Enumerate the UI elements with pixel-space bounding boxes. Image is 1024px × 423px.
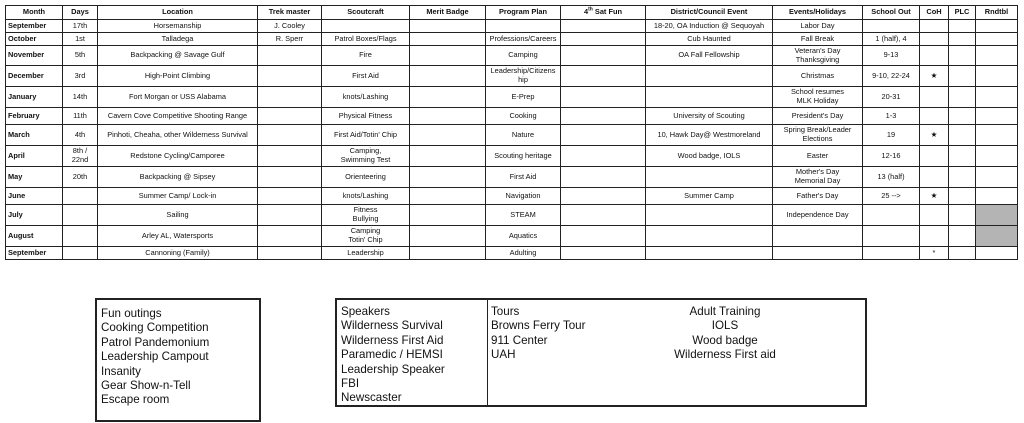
cell-trek xyxy=(258,226,322,247)
cell-days: 1st xyxy=(63,33,98,46)
cell-program: Camping xyxy=(486,46,561,66)
cell-district: 10, Hawk Day@ Westmoreland xyxy=(646,125,773,146)
cell-days xyxy=(63,247,98,260)
header-row xyxy=(6,6,1018,20)
cell-district xyxy=(646,87,773,108)
cell-district xyxy=(646,247,773,260)
schedule-table xyxy=(5,5,1018,260)
col-header-month: Month xyxy=(6,6,63,20)
col-header-district-event: District/Council Event xyxy=(646,6,773,20)
cell-coh: ★ xyxy=(920,66,949,87)
cell-days: 3rd xyxy=(63,66,98,87)
table-row xyxy=(6,188,1018,205)
cell-sat xyxy=(561,87,646,108)
cell-scout: Camping Totin' Chip xyxy=(322,226,410,247)
cell-district: Wood badge, IOLS xyxy=(646,146,773,167)
cell-events: Christmas xyxy=(773,66,863,87)
cell-events: Father's Day xyxy=(773,188,863,205)
tour-item: Browns Ferry Tour xyxy=(491,319,586,333)
cell-month: February xyxy=(6,108,63,125)
tour-item: UAH xyxy=(491,348,516,362)
cell-coh: ★ xyxy=(920,125,949,146)
cell-school: 9-13 xyxy=(863,46,920,66)
adult-training-item: Wilderness First aid xyxy=(674,348,776,362)
speaker-item: FBI xyxy=(341,377,360,391)
cell-plc xyxy=(949,167,976,188)
cell-rnd xyxy=(976,20,1018,33)
cell-school xyxy=(863,247,920,260)
cell-sat xyxy=(561,247,646,260)
cell-plc xyxy=(949,33,976,46)
cell-trek xyxy=(258,146,322,167)
cell-month: June xyxy=(6,188,63,205)
cell-coh xyxy=(920,226,949,247)
cell-location: Redstone Cycling/Camporee xyxy=(98,146,258,167)
cell-merit xyxy=(410,226,486,247)
cell-days: 17th xyxy=(63,20,98,33)
cell-merit xyxy=(410,87,486,108)
table-row xyxy=(6,125,1018,146)
cell-scout: First Aid xyxy=(322,66,410,87)
cell-rnd xyxy=(976,205,1018,226)
cell-sat xyxy=(561,167,646,188)
fun-outings-box xyxy=(95,298,261,422)
cell-events: Independence Day xyxy=(773,205,863,226)
cell-coh: ★ xyxy=(920,188,949,205)
cell-coh: * xyxy=(920,247,949,260)
table-row xyxy=(6,247,1018,260)
cell-month: August xyxy=(6,226,63,247)
cell-merit xyxy=(410,247,486,260)
cell-merit xyxy=(410,108,486,125)
col-header-coh: CoH xyxy=(920,6,949,20)
cell-plc xyxy=(949,247,976,260)
cell-merit xyxy=(410,188,486,205)
adult-training-item: IOLS xyxy=(711,319,739,333)
cell-sat xyxy=(561,188,646,205)
cell-trek xyxy=(258,87,322,108)
cell-district: Cub Haunted xyxy=(646,33,773,46)
speaker-item: Speakers xyxy=(341,305,390,318)
cell-events xyxy=(773,247,863,260)
cell-district xyxy=(646,66,773,87)
cell-scout: Leadership xyxy=(322,247,410,260)
cell-district: University of Scouting xyxy=(646,108,773,125)
table-row xyxy=(6,33,1018,46)
cell-events: Fall Break xyxy=(773,33,863,46)
cell-trek: R. Sperr xyxy=(258,33,322,46)
cell-school: 12-16 xyxy=(863,146,920,167)
cell-coh xyxy=(920,87,949,108)
cell-school: 25 --> xyxy=(863,188,920,205)
cell-days xyxy=(63,188,98,205)
cell-rnd xyxy=(976,125,1018,146)
cell-location: Horsemanship xyxy=(98,20,258,33)
cell-month: November xyxy=(6,46,63,66)
cell-rnd xyxy=(976,188,1018,205)
cell-school: 13 (half) xyxy=(863,167,920,188)
cell-trek xyxy=(258,46,322,66)
cell-month: January xyxy=(6,87,63,108)
cell-sat xyxy=(561,226,646,247)
cell-trek xyxy=(258,188,322,205)
cell-sat xyxy=(561,146,646,167)
cell-month: December xyxy=(6,66,63,87)
table-row xyxy=(6,167,1018,188)
cell-events: President's Day xyxy=(773,108,863,125)
cell-coh xyxy=(920,33,949,46)
col-header-trek-master: Trek master xyxy=(258,6,322,20)
cell-sat xyxy=(561,205,646,226)
cell-plc xyxy=(949,46,976,66)
adult-training-list xyxy=(665,305,785,363)
cell-rnd xyxy=(976,87,1018,108)
cell-program: Professions/Careers xyxy=(486,33,561,46)
cell-plc xyxy=(949,87,976,108)
speaker-item: Paramedic / HEMSI xyxy=(341,348,443,362)
adult-training-item: Wood badge xyxy=(692,333,758,347)
cell-scout: Camping, Swimming Test xyxy=(322,146,410,167)
cell-location: Cavern Cove Competitive Shooting Range xyxy=(98,108,258,125)
cell-trek xyxy=(258,66,322,87)
cell-scout: First Aid/Totin' Chip xyxy=(322,125,410,146)
cell-location: Pinhoti, Cheaha, other Wilderness Survival xyxy=(98,125,258,146)
cell-trek xyxy=(258,205,322,226)
cell-month: September xyxy=(6,20,63,33)
fun-outing-item: Leadership Campout xyxy=(101,350,209,364)
cell-program: E-Prep xyxy=(486,87,561,108)
cell-program: STEAM xyxy=(486,205,561,226)
cell-location: Talladega xyxy=(98,33,258,46)
speaker-item: Leadership Speaker xyxy=(341,362,445,376)
cell-program: Leadership/Citizens hip xyxy=(486,66,561,87)
cell-rnd xyxy=(976,46,1018,66)
cell-days: 14th xyxy=(63,87,98,108)
cell-district xyxy=(646,205,773,226)
cell-scout: Fire xyxy=(322,46,410,66)
fun-outing-item: Gear Show-n-Tell xyxy=(101,379,191,393)
table-row xyxy=(6,226,1018,247)
cell-school xyxy=(863,226,920,247)
cell-location: Backpacking @ Savage Gulf xyxy=(98,46,258,66)
cell-days: 5th xyxy=(63,46,98,66)
cell-plc xyxy=(949,188,976,205)
cell-sat xyxy=(561,33,646,46)
cell-scout: Physical Fitness xyxy=(322,108,410,125)
speaker-item: Wilderness Survival xyxy=(341,319,443,333)
cell-days xyxy=(63,226,98,247)
col-header-school-out: School Out xyxy=(863,6,920,20)
cell-sat xyxy=(561,20,646,33)
table-row xyxy=(6,146,1018,167)
cell-school: 9-10, 22-24 xyxy=(863,66,920,87)
table-row xyxy=(6,20,1018,33)
cell-plc xyxy=(949,226,976,247)
table-row xyxy=(6,46,1018,66)
cell-month: July xyxy=(6,205,63,226)
cell-merit xyxy=(410,167,486,188)
cell-school: 19 xyxy=(863,125,920,146)
cell-scout: Orienteering xyxy=(322,167,410,188)
speakers-tours-training-box xyxy=(335,298,867,407)
cell-events: Labor Day xyxy=(773,20,863,33)
col-header-rndtbl: Rndtbl xyxy=(976,6,1018,20)
col-header-days: Days xyxy=(63,6,98,20)
cell-program: Scouting heritage xyxy=(486,146,561,167)
tour-item: 911 Center xyxy=(491,333,548,347)
cell-school xyxy=(863,20,920,33)
col-header-merit-badge: Merit Badge xyxy=(410,6,486,20)
cell-scout: Fitness Bullying xyxy=(322,205,410,226)
cell-program: Nature xyxy=(486,125,561,146)
cell-location: Backpacking @ Sipsey xyxy=(98,167,258,188)
col-header-scoutcraft: Scoutcraft xyxy=(322,6,410,20)
cell-rnd xyxy=(976,33,1018,46)
cell-events: Easter xyxy=(773,146,863,167)
cell-district xyxy=(646,226,773,247)
cell-coh xyxy=(920,20,949,33)
cell-coh xyxy=(920,146,949,167)
cell-merit xyxy=(410,33,486,46)
speaker-item: Wilderness First Aid xyxy=(341,333,444,347)
cell-rnd xyxy=(976,247,1018,260)
cell-location: Sailing xyxy=(98,205,258,226)
cell-coh xyxy=(920,167,949,188)
cell-scout xyxy=(322,20,410,33)
cell-events: Spring Break/Leader Elections xyxy=(773,125,863,146)
cell-month: October xyxy=(6,33,63,46)
cell-scout: knots/Lashing xyxy=(322,87,410,108)
cell-sat xyxy=(561,108,646,125)
cell-scout: knots/Lashing xyxy=(322,188,410,205)
cell-merit xyxy=(410,46,486,66)
fun-outing-item: Cooking Competition xyxy=(101,321,209,335)
cell-days: 4th xyxy=(63,125,98,146)
cell-school: 1 (half), 4 xyxy=(863,33,920,46)
col-header-events-holidays: Events/Holidays xyxy=(773,6,863,20)
cell-scout: Patrol Boxes/Flags xyxy=(322,33,410,46)
cell-plc xyxy=(949,125,976,146)
speakers-list xyxy=(341,305,445,406)
tours-list xyxy=(487,300,637,405)
cell-location: Cannoning (Family) xyxy=(98,247,258,260)
table-row xyxy=(6,87,1018,108)
cell-days: 11th xyxy=(63,108,98,125)
table-row xyxy=(6,66,1018,87)
cell-program xyxy=(486,20,561,33)
cell-days: 8th / 22nd xyxy=(63,146,98,167)
cell-merit xyxy=(410,20,486,33)
cell-school xyxy=(863,205,920,226)
cell-merit xyxy=(410,66,486,87)
fun-outing-item: Fun outings xyxy=(101,307,162,320)
cell-sat xyxy=(561,46,646,66)
cell-school: 1-3 xyxy=(863,108,920,125)
cell-rnd xyxy=(976,167,1018,188)
cell-trek xyxy=(258,167,322,188)
fun-outing-item: Escape room xyxy=(101,393,170,407)
cell-coh xyxy=(920,108,949,125)
col-header-4th-sat-fun: 4th Sat Fun xyxy=(561,6,646,20)
cell-plc xyxy=(949,146,976,167)
cell-trek xyxy=(258,247,322,260)
table-row xyxy=(6,108,1018,125)
cell-events: School resumes MLK Holiday xyxy=(773,87,863,108)
speaker-item: Newscaster xyxy=(341,391,402,405)
table-row xyxy=(6,205,1018,226)
cell-location: High-Point Climbing xyxy=(98,66,258,87)
cell-trek xyxy=(258,125,322,146)
cell-events: Veteran's Day Thanksgiving xyxy=(773,46,863,66)
cell-rnd xyxy=(976,66,1018,87)
cell-events: Mother's Day Memorial Day xyxy=(773,167,863,188)
cell-district xyxy=(646,167,773,188)
cell-merit xyxy=(410,125,486,146)
cell-merit xyxy=(410,146,486,167)
cell-coh xyxy=(920,205,949,226)
cell-month: September xyxy=(6,247,63,260)
cell-sat xyxy=(561,125,646,146)
cell-events xyxy=(773,226,863,247)
cell-school: 20-31 xyxy=(863,87,920,108)
cell-month: March xyxy=(6,125,63,146)
cell-program: Navigation xyxy=(486,188,561,205)
cell-days: 20th xyxy=(63,167,98,188)
cell-sat xyxy=(561,66,646,87)
cell-plc xyxy=(949,205,976,226)
cell-days xyxy=(63,205,98,226)
cell-district: OA Fall Fellowship xyxy=(646,46,773,66)
cell-location: Summer Camp/ Lock-in xyxy=(98,188,258,205)
cell-rnd xyxy=(976,226,1018,247)
cell-program: First Aid xyxy=(486,167,561,188)
cell-rnd xyxy=(976,108,1018,125)
cell-district: Summer Camp xyxy=(646,188,773,205)
cell-plc xyxy=(949,20,976,33)
cell-program: Aquatics xyxy=(486,226,561,247)
cell-trek xyxy=(258,108,322,125)
cell-program: Cooking xyxy=(486,108,561,125)
cell-plc xyxy=(949,108,976,125)
cell-rnd xyxy=(976,146,1018,167)
cell-month: April xyxy=(6,146,63,167)
cell-district: 18-20, OA Induction @ Sequoyah xyxy=(646,20,773,33)
cell-coh xyxy=(920,46,949,66)
col-header-program-plan: Program Plan xyxy=(486,6,561,20)
cell-location: Arley AL, Watersports xyxy=(98,226,258,247)
col-header-location: Location xyxy=(98,6,258,20)
col-header-plc: PLC xyxy=(949,6,976,20)
cell-location: Fort Morgan or USS Alabama xyxy=(98,87,258,108)
cell-plc xyxy=(949,66,976,87)
cell-merit xyxy=(410,205,486,226)
cell-program: Adulting xyxy=(486,247,561,260)
fun-outing-item: Patrol Pandemonium xyxy=(101,335,210,349)
fun-outing-item: Insanity xyxy=(101,364,141,378)
cell-month: May xyxy=(6,167,63,188)
cell-trek: J. Cooley xyxy=(258,20,322,33)
tour-item: Tours xyxy=(491,305,520,318)
adult-training-item: Adult Training xyxy=(689,305,761,318)
